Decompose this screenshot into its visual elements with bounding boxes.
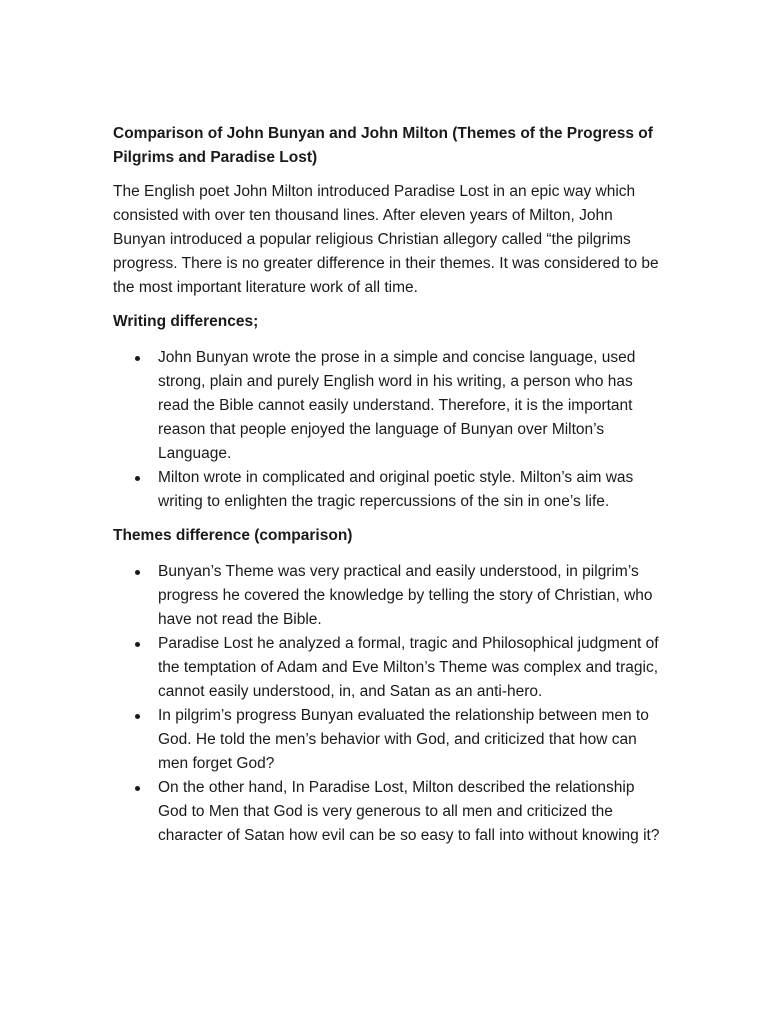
list-item	[113, 466, 663, 514]
bullet-icon	[135, 786, 140, 791]
bullet-icon	[135, 642, 140, 647]
list-item-text: John Bunyan wrote the prose in a simple and concise language, used strong, plain and purely English word in his writing, a person who has read the Bible cannot easily understand. Therefore, it is the important reason that people enjoyed the language of Bunyan over Milton’s Language.	[158, 349, 636, 462]
themes-difference-list	[113, 560, 663, 848]
themes-difference-heading: Themes difference (comparison)	[113, 527, 353, 544]
list-item-text: On the other hand, In Paradise Lost, Milton described the relationship God to Men that God is very generous to all men and criticized the character of Satan how evil can be so easy to fall into without knowing it?	[158, 779, 660, 844]
writing-differences-list	[113, 346, 663, 514]
list-item	[113, 704, 663, 776]
document-title: Comparison of John Bunyan and John Milton (Themes of the Progress of Pilgrims and Paradise Lost)	[113, 125, 653, 166]
bullet-icon	[135, 714, 140, 719]
list-item-text: Paradise Lost he analyzed a formal, tragic and Philosophical judgment of the temptation of Adam and Eve Milton’s Theme was complex and tragic, cannot easily understood, in, and Satan as an anti-hero.	[158, 635, 659, 700]
list-item	[113, 560, 663, 632]
document-page	[113, 122, 663, 858]
bullet-icon	[135, 356, 140, 361]
list-item	[113, 632, 663, 704]
list-item-text: In pilgrim’s progress Bunyan evaluated the relationship between men to God. He told the men’s behavior with God, and criticized that how can men forget God?	[158, 707, 649, 772]
list-item-text: Bunyan’s Theme was very practical and easily understood, in pilgrim’s progress he covered the knowledge by telling the story of Christian, who have not read the Bible.	[158, 563, 653, 628]
writing-differences-heading: Writing differences;	[113, 313, 259, 330]
list-item-text: Milton wrote in complicated and original poetic style. Milton’s aim was writing to enlighten the tragic repercussions of the sin in one’s life.	[158, 469, 634, 510]
list-item	[113, 776, 663, 848]
bullet-icon	[135, 476, 140, 481]
list-item	[113, 346, 663, 466]
intro-paragraph: The English poet John Milton introduced Paradise Lost in an epic way which consisted with over ten thousand lines. After eleven years of Milton, John Bunyan introduced a popular religious Christian allegory called “the pilgrims progress. There is no greater difference in their themes. It was considered to be the most important literature work of all time.	[113, 183, 659, 296]
bullet-icon	[135, 570, 140, 575]
